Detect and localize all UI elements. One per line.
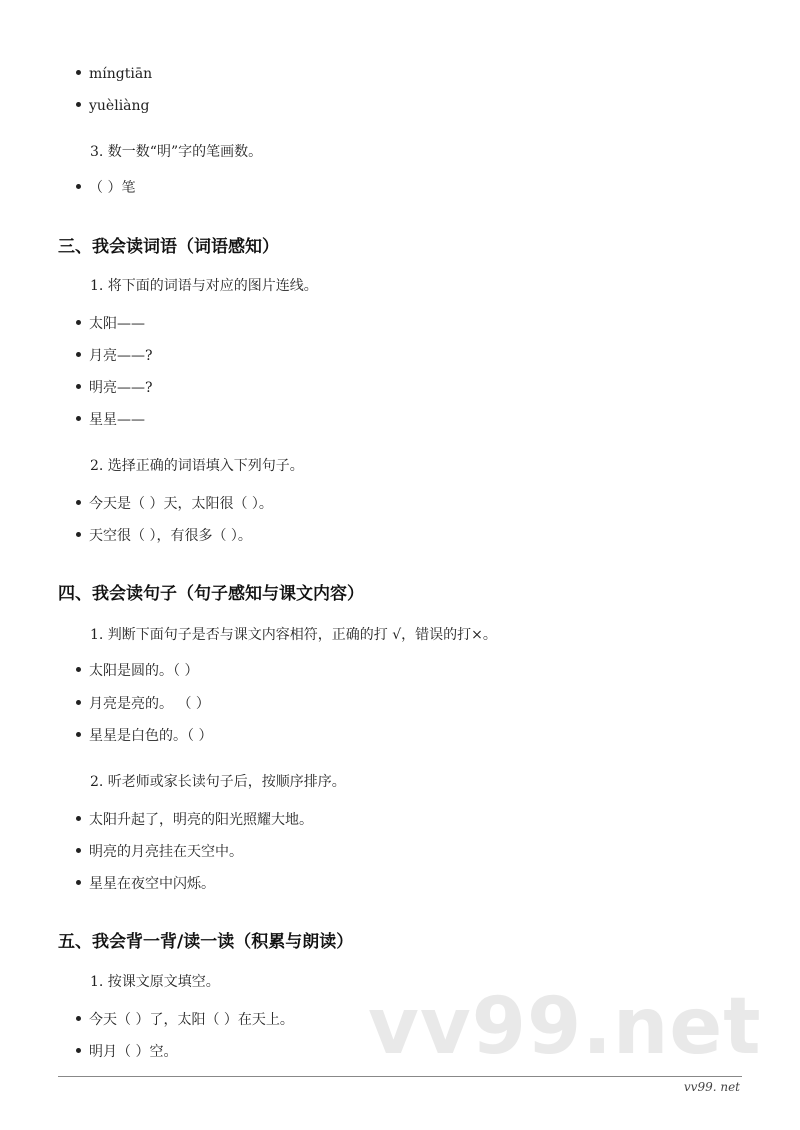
answer-item: （ ）笔 xyxy=(76,178,135,198)
list-item: 星星—— xyxy=(76,410,145,430)
list-item: 太阳是圆的。（ ） xyxy=(76,661,198,681)
section-3-title: 三、我会读词语（词语感知） xyxy=(58,237,279,257)
list-item: 星星在夜空中闪烁。 xyxy=(76,874,215,894)
pinyin-item: míngtiān xyxy=(76,64,152,84)
section-3-question-1: 1. 将下面的词语与对应的图片连线。 xyxy=(90,278,318,294)
footer-site-label: vv99. net xyxy=(683,1080,740,1094)
section-5-question-1: 1. 按课文原文填空。 xyxy=(90,974,220,990)
list-item: 明亮的月亮挂在天空中。 xyxy=(76,842,243,862)
list-item: 今天（ ）了，太阳（ ）在天上。 xyxy=(76,1010,294,1030)
section-5-title: 五、我会背一背/读一读（积累与朗读） xyxy=(58,932,354,952)
list-item: 太阳—— xyxy=(76,314,145,334)
list-item: 月亮——? xyxy=(76,346,153,366)
section-4-title: 四、我会读句子（句子感知与课文内容） xyxy=(58,584,364,604)
list-item: 月亮是亮的。 （ ） xyxy=(76,694,210,714)
section-3-question-2: 2. 选择正确的词语填入下列句子。 xyxy=(90,458,304,474)
list-item: 今天是（ ）天，太阳很（ ）。 xyxy=(76,494,273,514)
list-item: 天空很（ ），有很多（ ）。 xyxy=(76,526,252,546)
pinyin-item: yuèliàng xyxy=(76,96,150,116)
watermark: vv99.net xyxy=(368,982,762,1072)
list-item: 明月（ ）空。 xyxy=(76,1042,177,1062)
list-item: 明亮——? xyxy=(76,378,153,398)
section-4-question-1: 1. 判断下面句子是否与课文内容相符，正确的打 √，错误的打×。 xyxy=(90,627,497,643)
footer-divider xyxy=(58,1076,742,1077)
section-4-question-2: 2. 听老师或家长读句子后，按顺序排序。 xyxy=(90,774,346,790)
list-item: 太阳升起了，明亮的阳光照耀大地。 xyxy=(76,810,313,830)
list-item: 星星是白色的。（ ） xyxy=(76,726,212,746)
question-3-text: 3. 数一数“明”字的笔画数。 xyxy=(90,144,263,160)
